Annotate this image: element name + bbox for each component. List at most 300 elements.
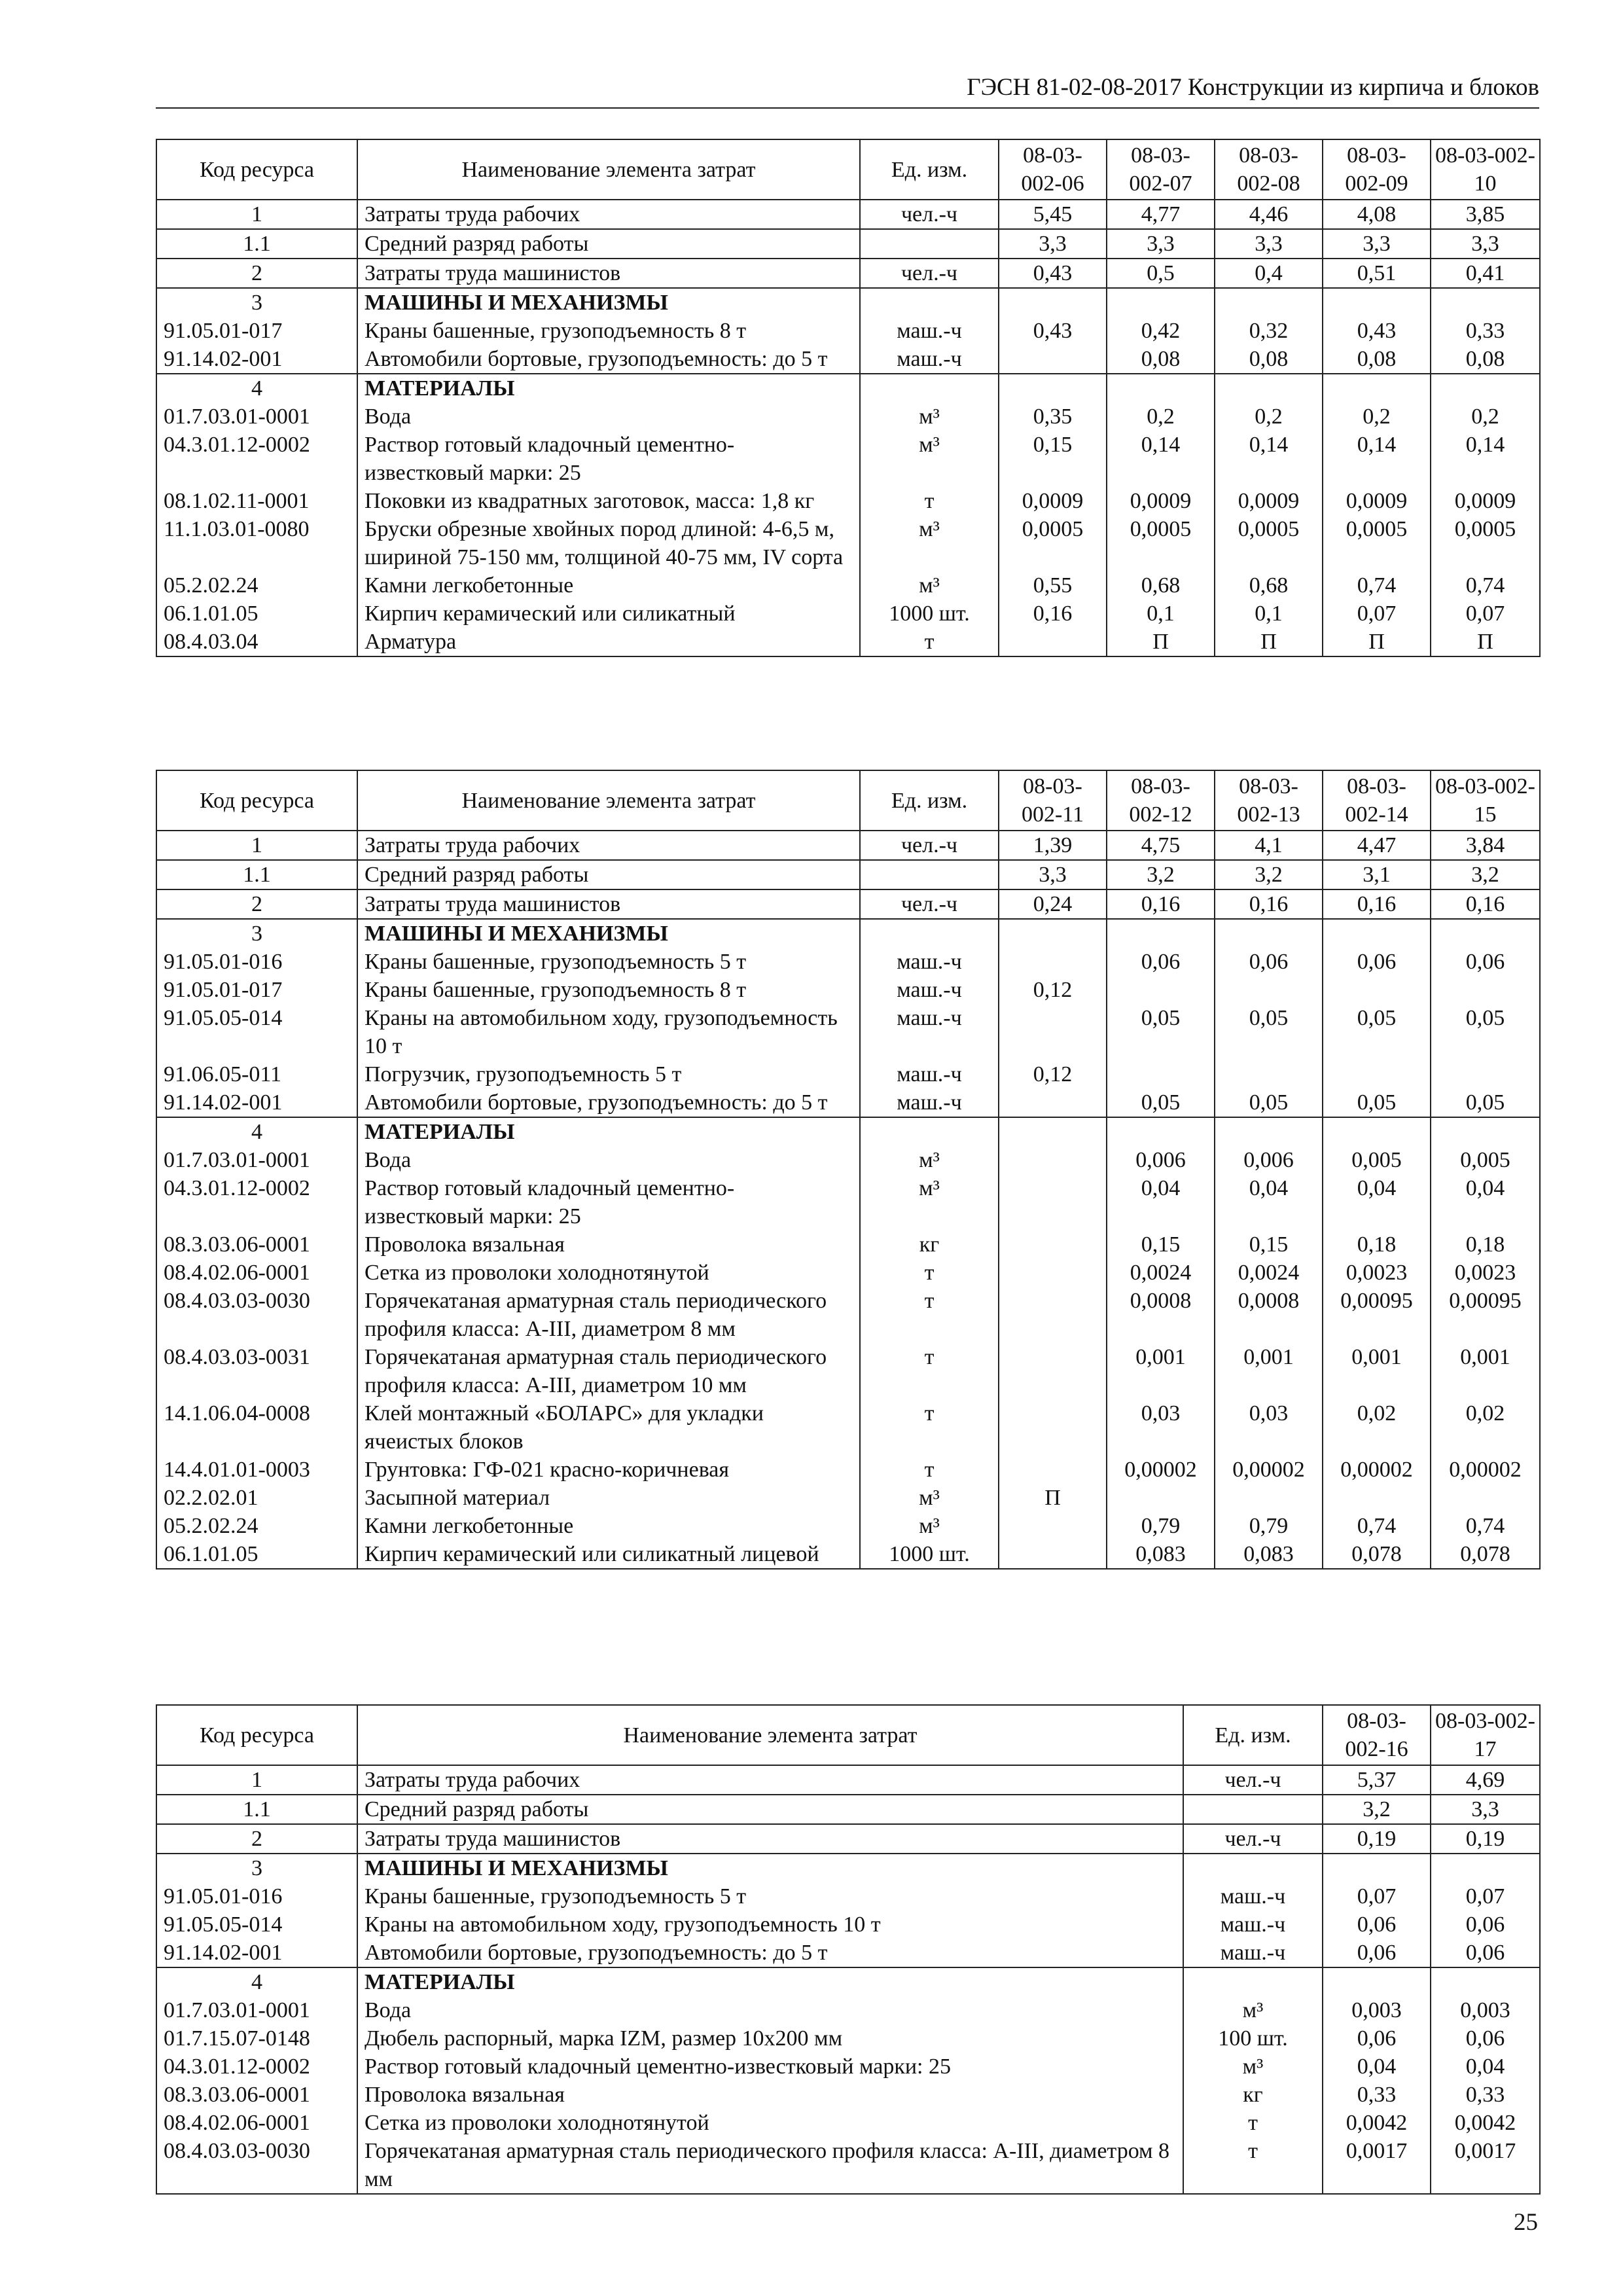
value-cell xyxy=(999,374,1107,403)
value-cell xyxy=(1215,1484,1323,1512)
resource-code: 01.7.03.01-0001 xyxy=(156,1146,357,1174)
resource-code: 1 xyxy=(156,831,357,860)
section-row xyxy=(156,288,1540,317)
header-norm-code: 08-03-002-17 xyxy=(1431,1705,1540,1765)
cost-element-name: Автомобили бортовые, грузоподъемность: до 5 т xyxy=(357,345,860,374)
value-cell: 0,0023 xyxy=(1431,1259,1540,1287)
cost-element-name: Затраты труда машинистов xyxy=(357,889,860,919)
value-cell: П xyxy=(1107,628,1215,656)
value-cell: 4,77 xyxy=(1107,200,1215,229)
resource-code: 91.05.01-016 xyxy=(156,1882,357,1910)
resource-code: 14.4.01.01-0003 xyxy=(156,1456,357,1484)
resource-code: 05.2.02.24 xyxy=(156,1512,357,1540)
value-cell xyxy=(999,1174,1107,1230)
value-cell: 0,19 xyxy=(1431,1824,1540,1854)
unit-cell: м³ xyxy=(860,431,999,487)
cost-element-name: Арматура xyxy=(357,628,860,656)
resource-code: 91.14.02-001 xyxy=(156,345,357,374)
unit-cell: чел.-ч xyxy=(1183,1824,1323,1854)
section-row xyxy=(156,919,1540,948)
resource-code: 08.4.03.04 xyxy=(156,628,357,656)
table-row xyxy=(156,1910,1540,1939)
section-code: 3 xyxy=(156,288,357,317)
table-row xyxy=(156,1824,1540,1854)
value-cell: 0,06 xyxy=(1431,1939,1540,1967)
header-resource-code: Код ресурса xyxy=(156,139,357,200)
header-norm-code: 08-03-002-08 xyxy=(1215,139,1323,200)
value-cell xyxy=(999,288,1107,317)
value-cell xyxy=(1323,919,1431,948)
cost-element-name: Средний разряд работы xyxy=(357,1795,1183,1824)
value-cell: 4,47 xyxy=(1323,831,1431,860)
resource-code: 08.3.03.06-0001 xyxy=(156,1230,357,1259)
table-row xyxy=(156,2109,1540,2137)
value-cell: 3,2 xyxy=(1107,860,1215,889)
value-cell xyxy=(999,628,1107,656)
table-row xyxy=(156,2024,1540,2053)
value-cell: 0,05 xyxy=(1107,1088,1215,1117)
cost-element-name: Краны на автомобильном ходу, грузоподъемность 10 т xyxy=(357,1004,860,1060)
value-cell: 3,3 xyxy=(1431,1795,1540,1824)
value-cell xyxy=(1431,288,1540,317)
value-cell xyxy=(1431,1854,1540,1882)
value-cell xyxy=(1107,976,1215,1004)
value-cell xyxy=(1323,976,1431,1004)
value-cell xyxy=(1431,1060,1540,1088)
unit-cell: т xyxy=(860,1399,999,1456)
value-cell: 0,74 xyxy=(1431,571,1540,600)
value-cell: 0,083 xyxy=(1215,1540,1323,1569)
cost-element-name: Грунтовка: ГФ-021 красно-коричневая xyxy=(357,1456,860,1484)
value-cell xyxy=(1323,374,1431,403)
value-cell: 0,06 xyxy=(1107,948,1215,976)
resource-code: 11.1.03.01-0080 xyxy=(156,515,357,571)
header-norm-code: 08-03-002-09 xyxy=(1323,139,1431,200)
section-code: 4 xyxy=(156,1117,357,1146)
cost-element-name: Средний разряд работы xyxy=(357,229,860,259)
header-norm-code: 08-03-002-15 xyxy=(1431,770,1540,831)
value-cell xyxy=(1323,1060,1431,1088)
value-cell: 3,3 xyxy=(1323,229,1431,259)
value-cell: 0,4 xyxy=(1215,259,1323,288)
value-cell: 0,05 xyxy=(1323,1004,1431,1060)
value-cell: 0,006 xyxy=(1107,1146,1215,1174)
value-cell: 0,00002 xyxy=(1431,1456,1540,1484)
cost-element-name: Горячекатаная арматурная сталь периодического профиля класса: А-III, диаметром 8 мм xyxy=(357,2137,1183,2194)
value-cell: 0,33 xyxy=(1431,2081,1540,2109)
section-code: 3 xyxy=(156,919,357,948)
table-row xyxy=(156,317,1540,345)
value-cell: 0,16 xyxy=(1107,889,1215,919)
value-cell xyxy=(999,1004,1107,1060)
cost-element-name: Сетка из проволоки холоднотянутой xyxy=(357,2109,1183,2137)
value-cell: 0,2 xyxy=(1431,403,1540,431)
section-title: МАТЕРИАЛЫ xyxy=(357,1117,860,1146)
cost-element-name: Краны башенные, грузоподъемность 5 т xyxy=(357,948,860,976)
table-row xyxy=(156,976,1540,1004)
value-cell: 0,1 xyxy=(1215,600,1323,628)
value-cell: 0,15 xyxy=(1107,1230,1215,1259)
unit-cell: чел.-ч xyxy=(860,831,999,860)
unit-cell: т xyxy=(860,1259,999,1287)
cost-element-name: Кирпич керамический или силикатный лицевой xyxy=(357,1540,860,1569)
header-norm-code: 08-03-002-10 xyxy=(1431,139,1540,200)
value-cell: 0,5 xyxy=(1107,259,1215,288)
table-row xyxy=(156,1795,1540,1824)
value-cell: 0,078 xyxy=(1431,1540,1540,1569)
value-cell: 0,00095 xyxy=(1323,1287,1431,1343)
unit-cell xyxy=(860,229,999,259)
resource-code: 91.14.02-001 xyxy=(156,1939,357,1967)
value-cell xyxy=(1107,1117,1215,1146)
value-cell: 0,0009 xyxy=(999,487,1107,515)
cost-element-name: Бруски обрезные хвойных пород длиной: 4-6,5 м, шириной 75-150 мм, толщиной 40-75 мм, IV сорта xyxy=(357,515,860,571)
resource-table-1 xyxy=(156,139,1541,657)
table-row xyxy=(156,1456,1540,1484)
value-cell: 3,2 xyxy=(1431,860,1540,889)
value-cell: 0,083 xyxy=(1107,1540,1215,1569)
resource-code: 1 xyxy=(156,1765,357,1795)
value-cell xyxy=(1431,919,1540,948)
unit-cell: маш.-ч xyxy=(1183,1910,1323,1939)
resource-code: 91.05.05-014 xyxy=(156,1004,357,1060)
value-cell xyxy=(1431,1967,1540,1996)
value-cell: 0,03 xyxy=(1215,1399,1323,1456)
cost-element-name: Горячекатаная арматурная сталь периодического профиля класса: А-III, диаметром 8 мм xyxy=(357,1287,860,1343)
resource-code: 06.1.01.05 xyxy=(156,1540,357,1569)
unit-cell: маш.-ч xyxy=(860,1060,999,1088)
header-cost-element: Наименование элемента затрат xyxy=(357,1705,1183,1765)
value-cell xyxy=(1107,1484,1215,1512)
unit-cell: м³ xyxy=(860,403,999,431)
unit-cell: т xyxy=(860,628,999,656)
table-row xyxy=(156,1259,1540,1287)
table-row xyxy=(156,200,1540,229)
value-cell: 0,06 xyxy=(1323,948,1431,976)
value-cell: 0,0008 xyxy=(1107,1287,1215,1343)
value-cell xyxy=(999,345,1107,374)
value-cell: 0,33 xyxy=(1323,2081,1431,2109)
value-cell xyxy=(1107,1060,1215,1088)
value-cell: 5,37 xyxy=(1323,1765,1431,1795)
value-cell xyxy=(1215,976,1323,1004)
value-cell: 0,001 xyxy=(1215,1343,1323,1399)
value-cell: 0,003 xyxy=(1431,1996,1540,2024)
value-cell: 0,16 xyxy=(1215,889,1323,919)
unit-cell: маш.-ч xyxy=(1183,1939,1323,1967)
header-unit: Ед. изм. xyxy=(1183,1705,1323,1765)
cost-element-name: Раствор готовый кладочный цементно-известковый марки: 25 xyxy=(357,2053,1183,2081)
table-row xyxy=(156,889,1540,919)
header-norm-code: 08-03-002-16 xyxy=(1323,1705,1431,1765)
value-cell: 3,3 xyxy=(999,229,1107,259)
resource-code: 1.1 xyxy=(156,1795,357,1824)
header-norm-code: 08-03-002-06 xyxy=(999,139,1107,200)
page-number: 25 xyxy=(1514,2209,1538,2236)
table-row xyxy=(156,1060,1540,1088)
value-cell xyxy=(1107,288,1215,317)
resource-code: 1.1 xyxy=(156,229,357,259)
value-cell: 0,04 xyxy=(1431,2053,1540,2081)
cost-element-name: Поковки из квадратных заготовок, масса: 1,8 кг xyxy=(357,487,860,515)
resource-code: 14.1.06.04-0008 xyxy=(156,1399,357,1456)
unit-cell: маш.-ч xyxy=(860,948,999,976)
resource-code: 08.4.02.06-0001 xyxy=(156,2109,357,2137)
value-cell: 0,08 xyxy=(1323,345,1431,374)
value-cell: 0,001 xyxy=(1431,1343,1540,1399)
value-cell: 0,06 xyxy=(1323,2024,1431,2053)
value-cell: П xyxy=(1431,628,1540,656)
value-cell: 0,0005 xyxy=(1431,515,1540,571)
cost-element-name: Клей монтажный «БОЛАРС» для укладки ячеистых блоков xyxy=(357,1399,860,1456)
header-norm-code: 08-03-002-07 xyxy=(1107,139,1215,200)
value-cell: 0,16 xyxy=(1431,889,1540,919)
cost-element-name: Камни легкобетонные xyxy=(357,1512,860,1540)
unit-cell: 100 шт. xyxy=(1183,2024,1323,2053)
value-cell: 0,03 xyxy=(1107,1399,1215,1456)
value-cell: 0,16 xyxy=(1323,889,1431,919)
section-title: МАТЕРИАЛЫ xyxy=(357,1967,1183,1996)
value-cell: 5,45 xyxy=(999,200,1107,229)
value-cell xyxy=(999,1230,1107,1259)
value-cell: 0,05 xyxy=(1431,1088,1540,1117)
resource-code: 2 xyxy=(156,889,357,919)
header-cost-element: Наименование элемента затрат xyxy=(357,139,860,200)
value-cell: 0,06 xyxy=(1431,948,1540,976)
resource-code: 91.05.05-014 xyxy=(156,1910,357,1939)
value-cell: 3,3 xyxy=(1431,229,1540,259)
value-cell: 0,14 xyxy=(1431,431,1540,487)
unit-cell: т xyxy=(1183,2109,1323,2137)
value-cell: 0,43 xyxy=(999,259,1107,288)
value-cell: 0,2 xyxy=(1323,403,1431,431)
value-cell xyxy=(999,919,1107,948)
value-cell: 0,14 xyxy=(1323,431,1431,487)
cost-element-name: Камни легкобетонные xyxy=(357,571,860,600)
value-cell: 3,85 xyxy=(1431,200,1540,229)
cost-element-name: Краны на автомобильном ходу, грузоподъемность 10 т xyxy=(357,1910,1183,1939)
value-cell: 0,43 xyxy=(999,317,1107,345)
unit-cell: маш.-ч xyxy=(860,317,999,345)
value-cell: 0,51 xyxy=(1323,259,1431,288)
value-cell: П xyxy=(999,1484,1107,1512)
unit-cell: т xyxy=(1183,2137,1323,2194)
value-cell: 0,05 xyxy=(1215,1088,1323,1117)
table-row xyxy=(156,1088,1540,1117)
value-cell xyxy=(1431,1484,1540,1512)
unit-cell: кг xyxy=(1183,2081,1323,2109)
value-cell: 0,06 xyxy=(1431,2024,1540,2053)
resource-code: 04.3.01.12-0002 xyxy=(156,1174,357,1230)
value-cell: 0,2 xyxy=(1107,403,1215,431)
value-cell: 0,1 xyxy=(1107,600,1215,628)
value-cell: 4,75 xyxy=(1107,831,1215,860)
section-title: МАШИНЫ И МЕХАНИЗМЫ xyxy=(357,919,860,948)
resource-code: 91.06.05-011 xyxy=(156,1060,357,1088)
cost-element-name: Затраты труда рабочих xyxy=(357,1765,1183,1795)
resource-code: 2 xyxy=(156,259,357,288)
value-cell: 0,33 xyxy=(1431,317,1540,345)
table-row xyxy=(156,628,1540,656)
value-cell: 0,68 xyxy=(1107,571,1215,600)
value-cell: 0,0024 xyxy=(1107,1259,1215,1287)
cost-element-name: Раствор готовый кладочный цементно-известковый марки: 25 xyxy=(357,1174,860,1230)
value-cell: П xyxy=(1215,628,1323,656)
value-cell: 0,07 xyxy=(1431,600,1540,628)
value-cell: 0,0005 xyxy=(1107,515,1215,571)
table-row xyxy=(156,403,1540,431)
unit-cell xyxy=(1183,1854,1323,1882)
value-cell: 0,32 xyxy=(1215,317,1323,345)
cost-element-name: Затраты труда рабочих xyxy=(357,200,860,229)
value-cell: 0,04 xyxy=(1431,1174,1540,1230)
value-cell: 4,1 xyxy=(1215,831,1323,860)
value-cell: 0,74 xyxy=(1323,1512,1431,1540)
value-cell: 0,08 xyxy=(1107,345,1215,374)
value-cell xyxy=(999,1117,1107,1146)
unit-cell: маш.-ч xyxy=(860,1088,999,1117)
section-code: 4 xyxy=(156,374,357,403)
value-cell xyxy=(1215,1117,1323,1146)
unit-cell: маш.-ч xyxy=(860,345,999,374)
value-cell xyxy=(999,1146,1107,1174)
value-cell: 0,18 xyxy=(1323,1230,1431,1259)
cost-element-name: Засыпной материал xyxy=(357,1484,860,1512)
resource-table-2 xyxy=(156,770,1541,1570)
table-row xyxy=(156,2137,1540,2194)
table-row xyxy=(156,1765,1540,1795)
table-row xyxy=(156,1399,1540,1456)
resource-code: 08.4.03.03-0030 xyxy=(156,2137,357,2194)
value-cell: 0,003 xyxy=(1323,1996,1431,2024)
section-code: 3 xyxy=(156,1854,357,1882)
unit-cell: чел.-ч xyxy=(1183,1765,1323,1795)
value-cell: 0,79 xyxy=(1215,1512,1323,1540)
unit-cell xyxy=(860,288,999,317)
value-cell: 0,0009 xyxy=(1431,487,1540,515)
section-title: МАШИНЫ И МЕХАНИЗМЫ xyxy=(357,288,860,317)
value-cell: 3,84 xyxy=(1431,831,1540,860)
cost-element-name: Автомобили бортовые, грузоподъемность: до 5 т xyxy=(357,1088,860,1117)
unit-cell: маш.-ч xyxy=(1183,1882,1323,1910)
unit-cell: т xyxy=(860,1456,999,1484)
value-cell: 0,14 xyxy=(1107,431,1215,487)
unit-cell: м³ xyxy=(1183,1996,1323,2024)
value-cell: 0,12 xyxy=(999,976,1107,1004)
value-cell xyxy=(1107,374,1215,403)
cost-element-name: Краны башенные, грузоподъемность 8 т xyxy=(357,976,860,1004)
value-cell: 0,05 xyxy=(1107,1004,1215,1060)
value-cell: 3,3 xyxy=(999,860,1107,889)
value-cell: 0,04 xyxy=(1323,2053,1431,2081)
value-cell xyxy=(1215,919,1323,948)
value-cell: 0,74 xyxy=(1323,571,1431,600)
table-row xyxy=(156,1287,1540,1343)
value-cell: 0,07 xyxy=(1323,600,1431,628)
value-cell xyxy=(1431,976,1540,1004)
value-cell xyxy=(1215,288,1323,317)
header-resource-code: Код ресурса xyxy=(156,770,357,831)
value-cell: 0,001 xyxy=(1323,1343,1431,1399)
value-cell: 0,04 xyxy=(1215,1174,1323,1230)
cost-element-name: Горячекатаная арматурная сталь периодического профиля класса: А-III, диаметром 10 мм xyxy=(357,1343,860,1399)
value-cell: 3,2 xyxy=(1215,860,1323,889)
header-norm-code: 08-03-002-13 xyxy=(1215,770,1323,831)
value-cell: 0,06 xyxy=(1215,948,1323,976)
resource-code: 02.2.02.01 xyxy=(156,1484,357,1512)
value-cell: 0,00002 xyxy=(1107,1456,1215,1484)
resource-code: 01.7.03.01-0001 xyxy=(156,1996,357,2024)
value-cell: 0,02 xyxy=(1431,1399,1540,1456)
resource-code: 91.05.01-016 xyxy=(156,948,357,976)
header-cost-element: Наименование элемента затрат xyxy=(357,770,860,831)
value-cell: 3,2 xyxy=(1323,1795,1431,1824)
resource-table-3 xyxy=(156,1704,1541,2195)
table-row xyxy=(156,1343,1540,1399)
section-code: 4 xyxy=(156,1967,357,1996)
unit-cell: чел.-ч xyxy=(860,200,999,229)
value-cell: 0,005 xyxy=(1431,1146,1540,1174)
unit-cell xyxy=(860,374,999,403)
section-row xyxy=(156,1117,1540,1146)
unit-cell: 1000 шт. xyxy=(860,600,999,628)
value-cell xyxy=(999,1456,1107,1484)
resource-code: 05.2.02.24 xyxy=(156,571,357,600)
table-row xyxy=(156,515,1540,571)
value-cell xyxy=(999,1399,1107,1456)
table-row xyxy=(156,1882,1540,1910)
table-row xyxy=(156,1146,1540,1174)
table-row xyxy=(156,948,1540,976)
value-cell xyxy=(1215,1060,1323,1088)
cost-element-name: Автомобили бортовые, грузоподъемность: до 5 т xyxy=(357,1939,1183,1967)
unit-cell xyxy=(1183,1967,1323,1996)
value-cell: 0,0009 xyxy=(1215,487,1323,515)
value-cell xyxy=(1215,374,1323,403)
value-cell: 3,3 xyxy=(1215,229,1323,259)
cost-element-name: Вода xyxy=(357,1146,860,1174)
value-cell: 0,07 xyxy=(1323,1882,1431,1910)
cost-element-name: Вода xyxy=(357,1996,1183,2024)
value-cell: 0,00002 xyxy=(1215,1456,1323,1484)
cost-element-name: Средний разряд работы xyxy=(357,860,860,889)
unit-cell: м³ xyxy=(860,1484,999,1512)
cost-element-name: Вода xyxy=(357,403,860,431)
resource-code: 08.4.03.03-0030 xyxy=(156,1287,357,1343)
table-row xyxy=(156,259,1540,288)
resource-code: 91.05.01-017 xyxy=(156,317,357,345)
value-cell: П xyxy=(1323,628,1431,656)
value-cell: 0,14 xyxy=(1215,431,1323,487)
table-row xyxy=(156,345,1540,374)
resource-code: 08.1.02.11-0001 xyxy=(156,487,357,515)
value-cell: 0,0023 xyxy=(1323,1259,1431,1287)
table-row xyxy=(156,2053,1540,2081)
value-cell xyxy=(999,1287,1107,1343)
value-cell: 0,24 xyxy=(999,889,1107,919)
value-cell: 0,0024 xyxy=(1215,1259,1323,1287)
unit-cell xyxy=(860,860,999,889)
table-row xyxy=(156,1004,1540,1060)
value-cell: 0,06 xyxy=(1431,1910,1540,1939)
value-cell: 0,55 xyxy=(999,571,1107,600)
table-row xyxy=(156,487,1540,515)
section-title: МАШИНЫ И МЕХАНИЗМЫ xyxy=(357,1854,1183,1882)
value-cell xyxy=(1323,1117,1431,1146)
cost-element-name: Погрузчик, грузоподъемность 5 т xyxy=(357,1060,860,1088)
table-row xyxy=(156,2081,1540,2109)
value-cell xyxy=(999,1540,1107,1569)
